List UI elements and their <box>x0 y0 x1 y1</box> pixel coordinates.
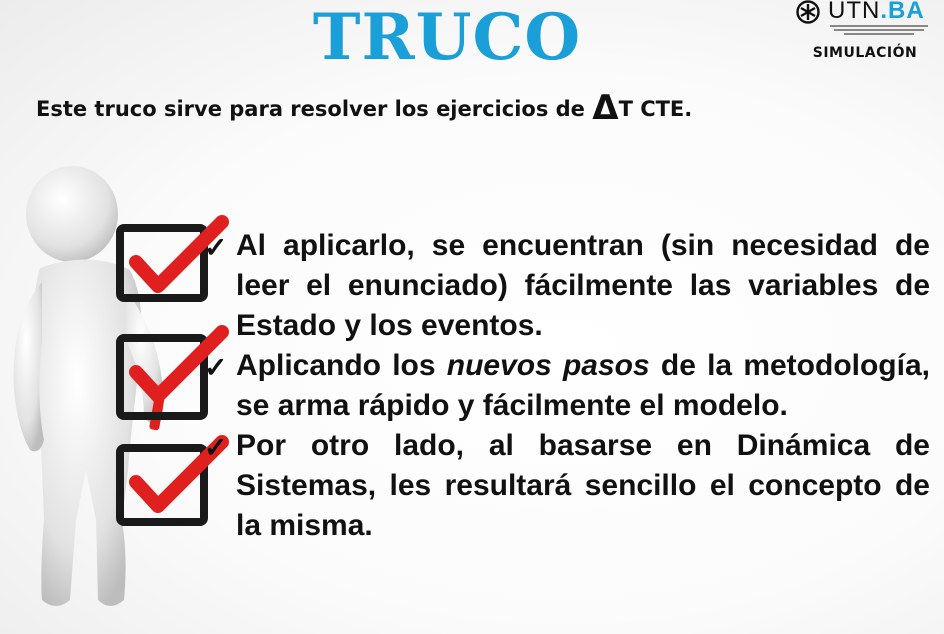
subtitle-prefix: Este truco sirve para resolver los ejercicios de <box>36 97 593 121</box>
logo-fine-print <box>830 24 930 36</box>
bullet-text-after: de la metodología, se arma rápido y fácilmente el modelo. <box>236 349 930 422</box>
list-item <box>200 226 930 346</box>
utn-logo <box>790 0 940 70</box>
check-bullet-icon: ✓ <box>204 232 228 263</box>
delta-symbol: Δ <box>592 88 619 128</box>
bullet-text-emphasis: nuevos pasos <box>446 349 650 382</box>
check-bullet-icon: ✓ <box>204 352 228 383</box>
subtitle <box>36 88 692 129</box>
bullet-list <box>200 226 930 546</box>
logo-subtitle: SIMULACIÓN <box>812 45 918 61</box>
bullet-text-before: Aplicando los <box>236 349 447 382</box>
list-item <box>200 426 930 546</box>
subtitle-suffix: T CTE. <box>618 97 693 121</box>
check-bullet-icon: ✓ <box>204 432 228 463</box>
bullet-text: Por otro lado, al basarse en Dinámica de Sistemas, les resultará sencillo el concepto de la misma. <box>236 429 930 542</box>
list-item <box>200 346 930 426</box>
logo-text-ba: .BA <box>880 0 925 24</box>
bullet-text: Al aplicarlo, se encuentran (sin necesidad de leer el enunciado) fácilmente las variables de Estado y los eventos. <box>236 229 930 342</box>
logo-wordmark <box>828 0 925 24</box>
utn-emblem-icon <box>794 0 822 24</box>
logo-text-utn: UTN <box>828 0 881 24</box>
page-title: TRUCO <box>312 0 582 75</box>
